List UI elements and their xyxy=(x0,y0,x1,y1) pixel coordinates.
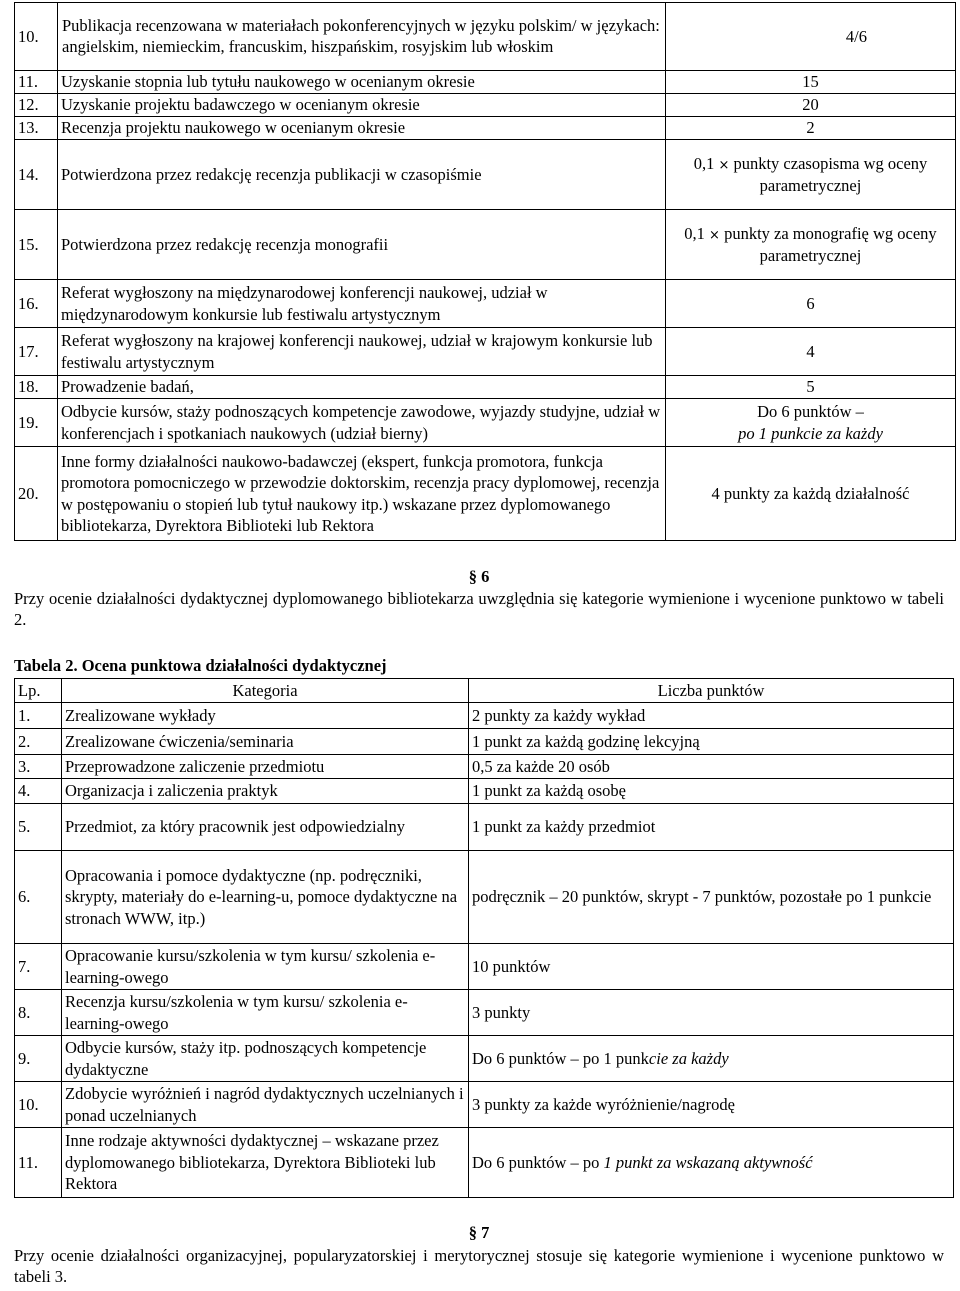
row-category: Uzyskanie stopnia lub tytułu naukowego w ocenianym okresie xyxy=(58,71,666,94)
row-number: 20. xyxy=(15,447,58,541)
row-category: Referat wygłoszony na krajowej konferencji naukowej, udział w krajowym konkursie lub festiwalu artystycznym xyxy=(58,328,666,376)
row-points: 1 punkt za każdy przedmiot xyxy=(469,804,954,851)
header-category: Kategoria xyxy=(62,679,469,703)
table-row xyxy=(15,944,954,990)
table-row xyxy=(15,729,954,755)
row-points: 3 punkty za każde wyróżnienie/nagrodę xyxy=(469,1082,954,1128)
row-number: 15. xyxy=(15,210,58,280)
row-number: 11. xyxy=(15,71,58,94)
table-naukowa xyxy=(14,2,956,541)
row-points xyxy=(666,210,956,280)
row-points: 10 punktów xyxy=(469,944,954,990)
row-category: Przeprowadzone zaliczenie przedmiotu xyxy=(62,755,469,779)
row-number: 17. xyxy=(15,328,58,376)
table-row xyxy=(15,399,956,447)
row-points: 5 xyxy=(666,376,956,399)
row-category: Zdobycie wyróżnień i nagród dydaktycznych uczelnianych i ponad uczelnianych xyxy=(62,1082,469,1128)
table-row xyxy=(15,117,956,140)
points-factor: 0,1 xyxy=(684,223,705,243)
table-row xyxy=(15,3,956,71)
row-points: 2 xyxy=(666,117,956,140)
row-category: Publikacja recenzowana w materiałach pokonferencyjnych w języku polskim/ w językach: angielskim, niemieckim, francuskim, hiszpańskim, rosyjskim lub włoskim xyxy=(58,3,666,71)
points-limit: Do 6 punktów – po 1 punk xyxy=(472,1048,649,1068)
row-number: 10. xyxy=(15,3,58,71)
table-row xyxy=(15,140,956,210)
table-row xyxy=(15,376,956,399)
row-category: Zrealizowane wykłady xyxy=(62,703,469,729)
table-row xyxy=(15,328,956,376)
row-points: 4 xyxy=(666,328,956,376)
header-lp: Lp. xyxy=(15,679,62,703)
points-factor: 0,1 xyxy=(693,153,715,173)
row-number: 4. xyxy=(15,779,62,804)
table-dydaktyczna xyxy=(14,678,954,1198)
row-points xyxy=(666,140,956,210)
points-limit: Do 6 punktów – po xyxy=(472,1152,604,1172)
row-points: 1 punkt za każdą osobę xyxy=(469,779,954,804)
row-category: Recenzja projektu naukowego w ocenianym okresie xyxy=(58,117,666,140)
row-category: Organizacja i zaliczenia praktyk xyxy=(62,779,469,804)
row-number: 7. xyxy=(15,944,62,990)
row-points: podręcznik – 20 punktów, skrypt - 7 punktów, pozostałe po 1 punkcie xyxy=(469,851,954,944)
row-points: 3 punkty xyxy=(469,990,954,1036)
section-paragraph: Przy ocenie działalności organizacyjnej, popularyzatorskiej i merytorycznej stosuje się kategorie wymienione i wycenione punktowo w tabeli 3. xyxy=(14,1246,944,1287)
points-rule: 1 punkt za wskazaną aktywność xyxy=(603,1152,813,1172)
row-number: 14. xyxy=(15,140,58,210)
row-number: 18. xyxy=(15,376,58,399)
table-header-row xyxy=(15,679,954,703)
section-heading: § 7 xyxy=(468,1223,490,1242)
table-row xyxy=(15,210,956,280)
multiply-icon: × xyxy=(718,157,730,173)
table-row xyxy=(15,447,956,541)
row-points xyxy=(666,399,956,447)
table-row xyxy=(15,851,954,944)
table-row xyxy=(15,1082,954,1128)
row-number: 10. xyxy=(15,1082,62,1128)
points-description: punkty za monografię wg oceny parametrycznej xyxy=(724,223,937,265)
row-points: 0,5 za każde 20 osób xyxy=(469,755,954,779)
row-number: 5. xyxy=(15,804,62,851)
row-points: 1 punkt za każdą godzinę lekcyjną xyxy=(469,729,954,755)
table-row xyxy=(15,280,956,328)
row-points: 4 punkty za każdą działalność xyxy=(666,447,956,541)
row-number: 8. xyxy=(15,990,62,1036)
row-category: Odbycie kursów, staży itp. podnoszących kompetencje dydaktyczne xyxy=(62,1036,469,1082)
row-number: 16. xyxy=(15,280,58,328)
table-row xyxy=(15,990,954,1036)
row-number: 2. xyxy=(15,729,62,755)
row-number: 9. xyxy=(15,1036,62,1082)
points-rule: po 1 punkcie za każdy xyxy=(738,423,883,443)
row-category: Odbycie kursów, staży podnoszących kompetencje zawodowe, wyjazdy studyjne, udział w konferencjach i spotkaniach naukowych (udział bierny) xyxy=(58,399,666,447)
row-points: 2 punkty za każdy wykład xyxy=(469,703,954,729)
points-description: punkty czasopisma wg oceny parametrycznej xyxy=(733,153,928,195)
section-heading: § 6 xyxy=(468,567,490,586)
row-number: 19. xyxy=(15,399,58,447)
row-points: 15 xyxy=(666,71,956,94)
row-category: Recenzja kursu/szkolenia w tym kursu/ szkolenia e-learning-owego xyxy=(62,990,469,1036)
row-number: 1. xyxy=(15,703,62,729)
row-points: 20 xyxy=(666,94,956,117)
section-paragraph: Przy ocenie działalności dydaktycznej dyplomowanego bibliotekarza uwzględnia się kategorie wymienione i wycenione punktowo w tabeli 2. xyxy=(14,589,944,630)
row-category: Przedmiot, za który pracownik jest odpowiedzialny xyxy=(62,804,469,851)
row-number: 3. xyxy=(15,755,62,779)
row-number: 12. xyxy=(15,94,58,117)
table-row xyxy=(15,71,956,94)
row-points: 4/6 xyxy=(666,3,956,71)
points-rule: cie za każdy xyxy=(648,1048,729,1068)
row-category: Inne formy działalności naukowo-badawczej (ekspert, funkcja promotora, funkcja promotora pomocniczego w przewodzie doktorskim, recenzja pracy dyplomowej, recenzja w postępowaniu o stopień lub tytuł naukowy itp.) wskazane przez dyplomowanego bibliotekarza, Dyrektora Biblioteki lub Rektora xyxy=(58,447,666,541)
row-category: Opracowania i pomoce dydaktyczne (np. podręczniki, skrypty, materiały do e-learning-u, pomoce dydaktyczne na stronach WWW, itp.) xyxy=(62,851,469,944)
header-points: Liczba punktów xyxy=(469,679,954,703)
row-points: 6 xyxy=(666,280,956,328)
table-row xyxy=(15,804,954,851)
points-limit: Do 6 punktów – xyxy=(757,402,864,422)
row-category: Potwierdzona przez redakcję recenzja publikacji w czasopiśmie xyxy=(58,140,666,210)
row-points xyxy=(469,1128,954,1198)
row-category: Referat wygłoszony na międzynarodowej konferencji naukowej, udział w międzynarodowym konkursie lub festiwalu artystycznym xyxy=(58,280,666,328)
table-row xyxy=(15,94,956,117)
table-row xyxy=(15,755,954,779)
table-row xyxy=(15,779,954,804)
row-category: Potwierdzona przez redakcję recenzja monografii xyxy=(58,210,666,280)
table-row xyxy=(15,1128,954,1198)
multiply-icon: × xyxy=(709,227,720,243)
row-category: Inne rodzaje aktywności dydaktycznej – wskazane przez dyplomowanego bibliotekarza, Dyrektora Biblioteki lub Rektora xyxy=(62,1128,469,1198)
row-number: 6. xyxy=(15,851,62,944)
row-number: 13. xyxy=(15,117,58,140)
row-category: Zrealizowane ćwiczenia/seminaria xyxy=(62,729,469,755)
row-points xyxy=(469,1036,954,1082)
row-category: Prowadzenie badań, xyxy=(58,376,666,399)
table-row xyxy=(15,703,954,729)
row-number: 11. xyxy=(15,1128,62,1198)
row-category: Uzyskanie projektu badawczego w ocenianym okresie xyxy=(58,94,666,117)
table-row xyxy=(15,1036,954,1082)
table-title: Tabela 2. Ocena punktowa działalności dydaktycznej xyxy=(14,656,387,675)
row-category: Opracowanie kursu/szkolenia w tym kursu/ szkolenia e-learning-owego xyxy=(62,944,469,990)
